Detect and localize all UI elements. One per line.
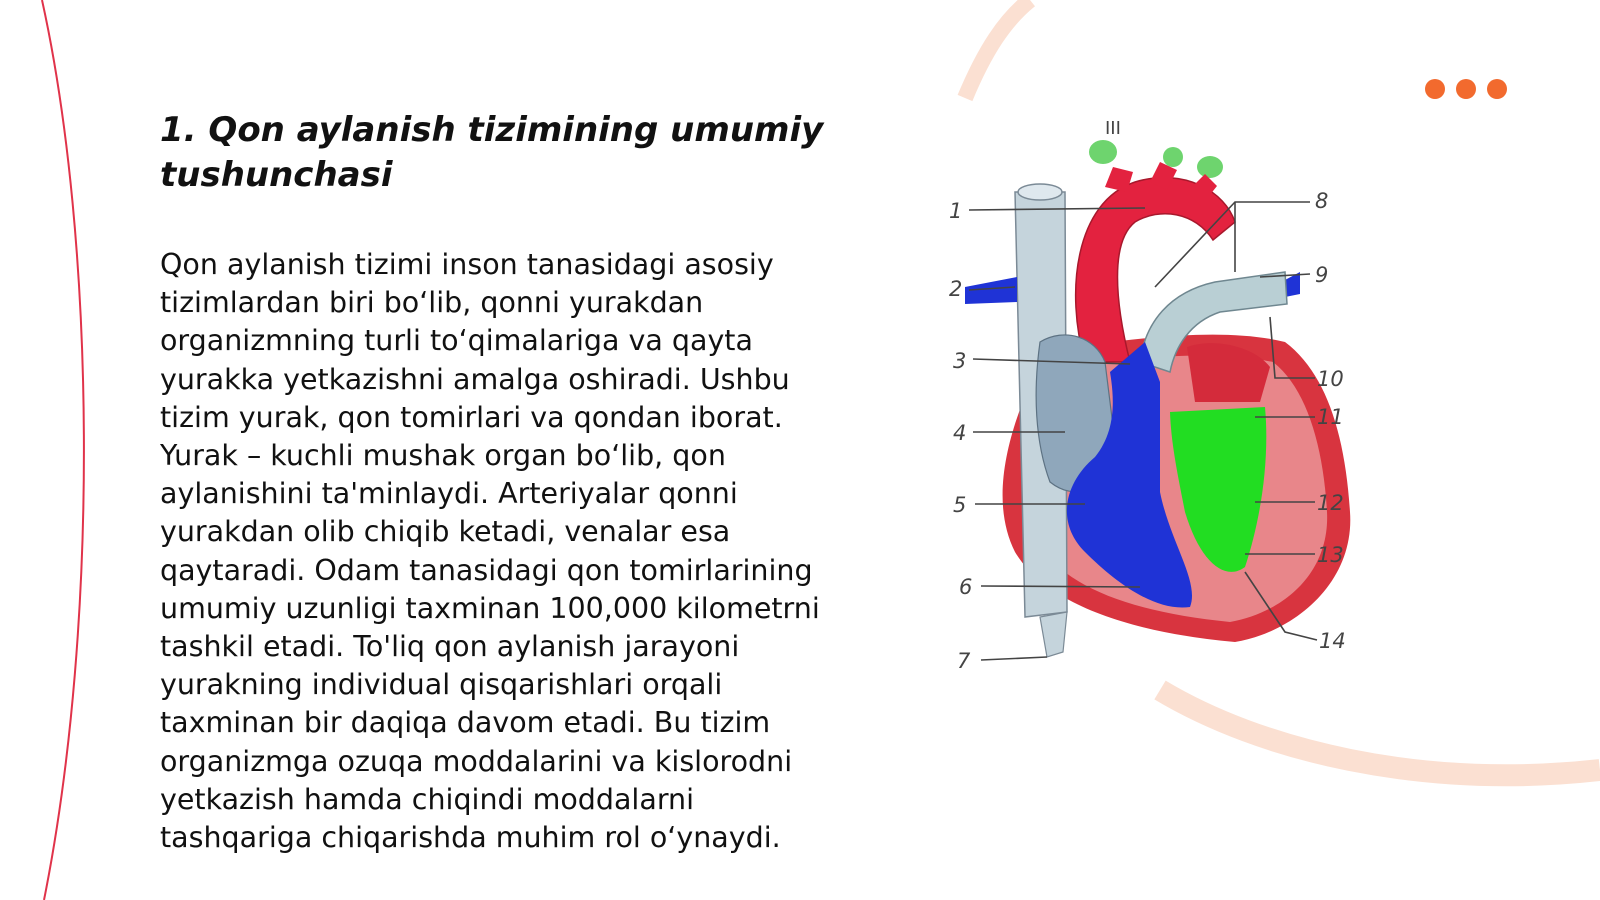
top-label: III bbox=[1105, 118, 1121, 139]
label-11: 11 bbox=[1317, 405, 1344, 429]
top-arc bbox=[965, 0, 1030, 98]
label-8: 8 bbox=[1315, 189, 1329, 213]
label-4: 4 bbox=[953, 421, 967, 445]
label-3: 3 bbox=[953, 349, 967, 373]
dot bbox=[1456, 79, 1476, 99]
dot bbox=[1425, 79, 1445, 99]
heart-diagram bbox=[949, 112, 1375, 692]
green-mark bbox=[1197, 156, 1223, 178]
green-mark bbox=[1089, 140, 1117, 164]
more-dots-icon bbox=[1425, 79, 1507, 99]
label-5: 5 bbox=[953, 493, 967, 517]
label-13: 13 bbox=[1317, 543, 1344, 567]
label-7: 7 bbox=[957, 649, 971, 673]
label-6: 6 bbox=[959, 575, 973, 599]
label-2: 2 bbox=[949, 277, 963, 301]
slide-title: 1. Qon aylanish tizimining umumiy tushunchasi bbox=[160, 110, 824, 195]
label-1: 1 bbox=[949, 199, 963, 223]
label-12: 12 bbox=[1317, 491, 1344, 515]
label-10: 10 bbox=[1317, 367, 1344, 391]
inferior-vena-cava bbox=[1040, 612, 1067, 657]
bottom-arc bbox=[1160, 690, 1600, 775]
dot bbox=[1487, 79, 1507, 99]
vena-cava-opening bbox=[1018, 184, 1062, 200]
label-14: 14 bbox=[1319, 629, 1346, 653]
green-mark bbox=[1163, 147, 1183, 167]
slide-body: Qon aylanish tizimi inson tanasidagi asosiy tizimlardan biri bo‘lib, qonni yurakdan organizmning turli to‘qimalariga va qayta yurakka yetkazishni amalga oshiradi. Ushbu tizim yurak, qon tomirlari va qondan iborat. Yurak – kuchli mushak organ bo‘lib, qon aylanishini ta'minlaydi. Arteriyalar qonni yurakdan olib chiqib ketadi, venalar esa qaytaradi. Odam tanasidagi qon tomirlarining umumiy uzunligi taxminan 100,000 kilometrni tashkil etadi. To'liq qon aylanish jarayoni yurakning individual qisqarishlari orqali taxminan bir daqiqa davom etadi. Bu tizim organizmga ozuqa moddalarini va kislorodni yetkazish hamda chiqindi moddalarni tashqariga chiqarishda muhim rol o‘ynaydi. bbox=[160, 248, 820, 855]
label-9: 9 bbox=[1315, 263, 1329, 287]
